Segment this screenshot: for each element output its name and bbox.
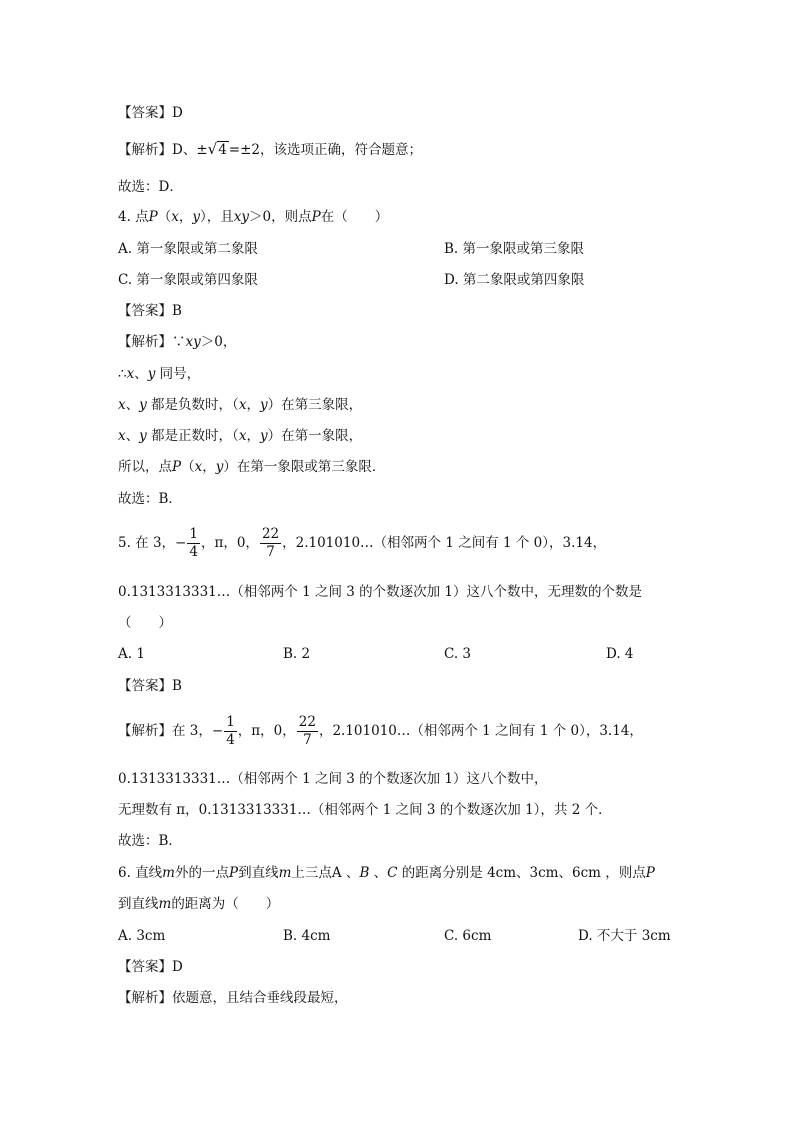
fraction (187, 526, 200, 561)
var: P (311, 209, 321, 225)
q5-option-c: C. 3 (444, 646, 472, 662)
text: ＞0， (200, 334, 237, 350)
q6-answer: 【答案】D (118, 959, 183, 975)
text: ，2.101010…（相邻两个 1 之间有 1 个 0），3.14， (282, 535, 607, 551)
text: ）在第一象限或第三象限． (223, 459, 386, 475)
q5-analysis (118, 710, 643, 752)
var: y (192, 209, 201, 225)
q4-analysis-line (118, 427, 362, 445)
text: ， (246, 428, 260, 444)
q3-conclusion: 故选：D． (118, 179, 183, 195)
denominator: 4 (226, 732, 235, 748)
var: y (259, 397, 268, 413)
text: 外的一点 (174, 865, 229, 881)
text: 到直线 (118, 896, 159, 912)
var: xy (185, 334, 201, 350)
fraction (224, 714, 237, 749)
q6-stem (118, 864, 655, 882)
var: y (139, 397, 147, 413)
text: ， (178, 209, 193, 225)
analysis-text: D、± (172, 142, 208, 158)
q4-option-b: B. 第一象限或第三象限 (444, 241, 585, 257)
text: ∴ (118, 366, 127, 382)
var: xy (233, 209, 250, 225)
q4-analysis-line (118, 458, 385, 476)
text: 【解析】在 3，− (118, 723, 224, 739)
q4-option-c: C. 第一象限或第四象限 (118, 272, 258, 288)
analysis-text: =±2，该选项正确，符合题意； (228, 142, 423, 158)
q4-analysis-line (118, 333, 236, 351)
numerator: 22 (298, 714, 316, 730)
text: 在（ ） (320, 209, 389, 225)
var: x (238, 428, 247, 444)
var: y (259, 428, 268, 444)
text: （ (181, 459, 195, 475)
var: m (162, 865, 175, 881)
fraction (260, 526, 281, 561)
text: 的距离分别是 4cm、3cm、6cm ，则点 (397, 865, 646, 881)
text: 同号， (155, 366, 201, 382)
var: x (238, 397, 247, 413)
denominator: 4 (189, 544, 198, 560)
numerator: 1 (189, 526, 198, 542)
var: y (215, 459, 224, 475)
text: ，π，0， (237, 723, 296, 739)
q5-stem-line2: 0.1313313331…（相邻两个 1 之间 3 的个数逐次加 1）这八个数中，无理数的个数是 (118, 584, 642, 600)
text: 5. 在 3，− (118, 535, 187, 551)
text: ）在第三象限， (267, 397, 363, 413)
text: ）在第一象限， (267, 428, 363, 444)
text: ，2.101010…（相邻两个 1 之间有 1 个 0），3.14， (318, 723, 643, 739)
var: x (118, 428, 126, 444)
var: P (645, 865, 655, 881)
var: C (387, 865, 398, 881)
var: P (172, 459, 182, 475)
text: ，π，0， (200, 535, 259, 551)
q4-analysis-line (118, 396, 362, 414)
text: ， (202, 459, 216, 475)
q6-stem-line2 (118, 895, 279, 913)
var: x (171, 209, 179, 225)
q6-option-c: C. 6cm (444, 928, 492, 944)
text: 、 (125, 397, 140, 413)
q5-stem-line3: （ ） (118, 615, 172, 631)
q3-answer: 【答案】D (118, 105, 183, 121)
text: 、 (134, 366, 148, 382)
q4-answer: 【答案】B (118, 303, 182, 319)
q5-analysis-line3: 无理数有 π，0.1313313331…（相邻两个 1 之间 3 的个数逐次加 1），共 2 个． (118, 802, 612, 818)
q5-answer: 【答案】B (118, 678, 182, 694)
q5-option-a: A. 1 (118, 646, 145, 662)
q6-analysis: 【解析】依题意，且结合垂线段最短， (118, 990, 348, 1006)
q5-analysis-line2: 0.1313313331…（相邻两个 1 之间 3 的个数逐次加 1）这八个数中， (118, 771, 548, 787)
var: x (118, 397, 126, 413)
text: 6. 直线 (118, 865, 163, 881)
q4-option-a: A. 第一象限或第二象限 (118, 241, 258, 257)
text: （ (157, 209, 172, 225)
denominator: 7 (266, 544, 275, 560)
var: y (139, 428, 147, 444)
text: ），且 (200, 209, 234, 225)
text: 、 (125, 428, 140, 444)
q4-option-d: D. 第二象限或第四象限 (444, 272, 585, 288)
text: 到直线 (238, 865, 279, 881)
text: 都是正数时，（ (146, 428, 239, 444)
radicand: 4 (218, 142, 227, 158)
text: 4. 点 (118, 209, 149, 225)
q6-option-a: A. 3cm (118, 928, 166, 944)
q3-analysis (118, 140, 422, 159)
var: x (126, 366, 135, 382)
var: y (147, 366, 156, 382)
q6-option-b: B. 4cm (283, 928, 331, 944)
q5-option-d: D. 4 (606, 646, 634, 662)
var: m (278, 865, 292, 881)
fraction (297, 714, 318, 749)
analysis-label: 【解析】 (118, 142, 172, 158)
text: ， (246, 397, 260, 413)
q5-option-b: B. 2 (283, 646, 311, 662)
q4-analysis-line (118, 365, 200, 383)
var: P (148, 209, 158, 225)
q6-option-d: D. 不大于 3cm (578, 928, 671, 944)
radical-sign: √ (207, 140, 218, 158)
numerator: 22 (261, 526, 280, 542)
var: B (359, 865, 370, 881)
text: ＞0，则点 (249, 209, 312, 225)
q5-stem (118, 522, 606, 564)
var: m (158, 896, 172, 912)
text: 都是负数时，（ (146, 397, 239, 413)
denominator: 7 (303, 732, 312, 748)
numerator: 1 (226, 714, 235, 730)
var: P (228, 865, 239, 881)
q4-conclusion: 故选：B． (118, 491, 182, 507)
text: 所以，点 (118, 459, 172, 475)
text: 上三点A 、 (291, 865, 360, 881)
text: 【解析】∵ (118, 334, 186, 350)
text: 的距离为（ ） (171, 896, 280, 912)
q5-conclusion: 故选：B． (118, 833, 182, 849)
text: 、 (369, 865, 388, 881)
var: x (194, 459, 203, 475)
q4-stem (118, 208, 388, 226)
